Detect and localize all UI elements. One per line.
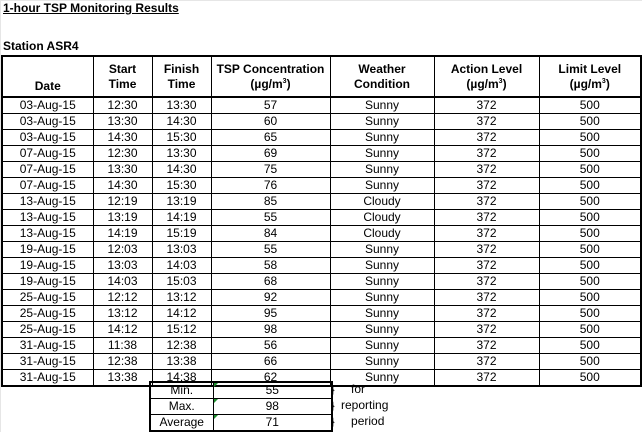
cell-tsp[interactable]: 55 [211, 242, 330, 258]
cell-weather[interactable]: Sunny [330, 274, 434, 290]
cell-weather[interactable]: Sunny [330, 258, 434, 274]
cell-action-level[interactable]: 372 [434, 162, 539, 178]
cell-start-time[interactable]: 13:19 [93, 210, 152, 226]
cell-start-time[interactable]: 13:38 [93, 370, 152, 387]
cell-tsp[interactable]: 65 [211, 130, 330, 146]
cell-tsp[interactable]: 95 [211, 306, 330, 322]
cell-tsp[interactable]: 92 [211, 290, 330, 306]
cell-date[interactable]: 31-Aug-15 [2, 338, 93, 354]
cell-date[interactable]: 25-Aug-15 [2, 290, 93, 306]
cell-finish-time[interactable]: 14:30 [152, 162, 211, 178]
cell-finish-time[interactable]: 15:19 [152, 226, 211, 242]
cell-tsp[interactable]: 85 [211, 194, 330, 210]
brace-icon: } [331, 416, 335, 428]
cell-action-level[interactable]: 372 [434, 114, 539, 130]
formula-marker-icon [214, 383, 218, 387]
cell-finish-time[interactable]: 14:38 [152, 370, 211, 387]
cell-tsp[interactable]: 62 [211, 370, 330, 387]
cell-date[interactable]: 31-Aug-15 [2, 354, 93, 370]
cell-start-time[interactable]: 13:30 [93, 162, 152, 178]
cell-weather[interactable]: Cloudy [330, 226, 434, 242]
stats-value[interactable]: 71 [213, 415, 332, 432]
stats-label: Min. [150, 382, 213, 399]
cell-weather[interactable]: Sunny [330, 338, 434, 354]
cell-finish-time[interactable]: 14:03 [152, 258, 211, 274]
cell-finish-time[interactable]: 14:12 [152, 306, 211, 322]
cell-action-level[interactable]: 372 [434, 97, 539, 114]
cell-action-level[interactable]: 372 [434, 210, 539, 226]
cell-date[interactable]: 19-Aug-15 [2, 242, 93, 258]
formula-marker-icon [214, 399, 218, 403]
cell-tsp[interactable]: 84 [211, 226, 330, 242]
table-row [2, 242, 641, 258]
cell-date[interactable]: 13-Aug-15 [2, 194, 93, 210]
cell-date[interactable]: 19-Aug-15 [2, 258, 93, 274]
table-row [2, 97, 641, 114]
table-row [2, 114, 641, 130]
cell-limit-level[interactable]: 500 [539, 210, 641, 226]
cell-start-time[interactable]: 14:30 [93, 130, 152, 146]
cell-tsp[interactable]: 75 [211, 162, 330, 178]
cell-date[interactable]: 31-Aug-15 [2, 370, 93, 387]
brace-icon: } [331, 384, 335, 396]
cell-limit-level[interactable]: 500 [539, 146, 641, 162]
cell-tsp[interactable]: 60 [211, 114, 330, 130]
cell-finish-time[interactable]: 13:30 [152, 97, 211, 114]
cell-weather[interactable]: Sunny [330, 146, 434, 162]
cell-date[interactable]: 03-Aug-15 [2, 97, 93, 114]
cell-date[interactable]: 07-Aug-15 [2, 162, 93, 178]
table-row [2, 210, 641, 226]
cell-start-time[interactable]: 13:12 [93, 306, 152, 322]
stats-row [150, 382, 332, 399]
cell-start-time[interactable]: 14:12 [93, 322, 152, 338]
cell-finish-time[interactable]: 13:38 [152, 354, 211, 370]
cell-limit-level[interactable]: 500 [539, 194, 641, 210]
cell-action-level[interactable]: 372 [434, 178, 539, 194]
cell-weather[interactable]: Sunny [330, 370, 434, 387]
cell-start-time[interactable]: 12:03 [93, 242, 152, 258]
cell-date[interactable]: 19-Aug-15 [2, 274, 93, 290]
formula-marker-icon [214, 415, 218, 419]
stats-note-line: } for [331, 382, 366, 396]
stats-row [150, 399, 332, 415]
table-row [2, 194, 641, 210]
cell-weather[interactable]: Sunny [330, 354, 434, 370]
stats-note-line: } reporting [331, 398, 389, 412]
table-row [2, 338, 641, 354]
cell-action-level[interactable]: 372 [434, 338, 539, 354]
cell-date[interactable]: 03-Aug-15 [2, 114, 93, 130]
cell-date[interactable]: 07-Aug-15 [2, 178, 93, 194]
cell-action-level[interactable]: 372 [434, 306, 539, 322]
cell-finish-time[interactable]: 13:12 [152, 290, 211, 306]
cell-weather[interactable]: Sunny [330, 178, 434, 194]
cell-limit-level[interactable]: 500 [539, 322, 641, 338]
table-row [2, 322, 641, 338]
cell-finish-time[interactable]: 12:38 [152, 338, 211, 354]
cell-limit-level[interactable]: 500 [539, 114, 641, 130]
cell-limit-level[interactable]: 500 [539, 354, 641, 370]
header-finish-time: Finish Time [152, 56, 211, 97]
cell-date[interactable]: 13-Aug-15 [2, 226, 93, 242]
cell-limit-level[interactable]: 500 [539, 290, 641, 306]
table-row [2, 258, 641, 274]
cell-tsp[interactable]: 66 [211, 354, 330, 370]
table-row [2, 130, 641, 146]
table-row [2, 306, 641, 322]
header-limit-level: Limit Level $(\mu g/m^3)$ [539, 56, 641, 97]
monitoring-results-table [1, 55, 642, 387]
cell-action-level[interactable]: 372 [434, 274, 539, 290]
cell-limit-level[interactable]: 500 [539, 162, 641, 178]
cell-date[interactable]: 07-Aug-15 [2, 146, 93, 162]
cell-start-time[interactable]: 12:12 [93, 290, 152, 306]
cell-action-level[interactable]: 372 [434, 226, 539, 242]
cell-tsp[interactable]: 68 [211, 274, 330, 290]
cell-limit-level[interactable]: 500 [539, 242, 641, 258]
cell-action-level[interactable]: 372 [434, 370, 539, 387]
cell-start-time[interactable]: 12:19 [93, 194, 152, 210]
cell-finish-time[interactable]: 15:30 [152, 178, 211, 194]
cell-finish-time[interactable]: 14:19 [152, 210, 211, 226]
cell-action-level[interactable]: 372 [434, 146, 539, 162]
table-row [2, 274, 641, 290]
cell-weather[interactable]: Sunny [330, 114, 434, 130]
cell-finish-time[interactable]: 13:19 [152, 194, 211, 210]
cell-limit-level[interactable]: 500 [539, 97, 641, 114]
cell-weather[interactable]: Cloudy [330, 194, 434, 210]
cell-limit-level[interactable]: 500 [539, 338, 641, 354]
cell-start-time[interactable]: 11:38 [93, 338, 152, 354]
cell-action-level[interactable]: 372 [434, 194, 539, 210]
cell-action-level[interactable]: 372 [434, 290, 539, 306]
cell-limit-level[interactable]: 500 [539, 226, 641, 242]
table-row [2, 226, 641, 242]
cell-weather[interactable]: Sunny [330, 306, 434, 322]
cell-start-time[interactable]: 12:30 [93, 146, 152, 162]
stats-note-line: } period [331, 414, 385, 428]
stats-row [150, 415, 332, 432]
cell-weather[interactable]: Sunny [330, 322, 434, 338]
cell-action-level[interactable]: 372 [434, 322, 539, 338]
brace-icon: } [331, 400, 335, 412]
cell-tsp[interactable]: 98 [211, 322, 330, 338]
cell-weather[interactable]: Sunny [330, 130, 434, 146]
cell-start-time[interactable]: 14:30 [93, 178, 152, 194]
cell-start-time[interactable]: 12:30 [93, 97, 152, 114]
cell-limit-level[interactable]: 500 [539, 130, 641, 146]
cell-weather[interactable]: Sunny [330, 290, 434, 306]
stats-value[interactable]: 98 [213, 399, 332, 415]
cell-weather[interactable]: Sunny [330, 162, 434, 178]
table-row [2, 146, 641, 162]
header-tsp-concentration: TSP Concentration $(\mu g/m^3)$ [211, 56, 330, 97]
cell-tsp[interactable]: 55 [211, 210, 330, 226]
cell-start-time[interactable]: 13:03 [93, 258, 152, 274]
cell-date[interactable]: 13-Aug-15 [2, 210, 93, 226]
cell-finish-time[interactable]: 13:30 [152, 146, 211, 162]
cell-finish-time[interactable]: 15:03 [152, 274, 211, 290]
report-title: 1-hour TSP Monitoring Results [3, 1, 179, 15]
cell-date[interactable]: 25-Aug-15 [2, 306, 93, 322]
summary-stats-table [149, 381, 333, 432]
cell-finish-time[interactable]: 15:30 [152, 130, 211, 146]
table-header-row [2, 56, 641, 97]
cell-start-time[interactable]: 14:03 [93, 274, 152, 290]
cell-limit-level[interactable]: 500 [539, 258, 641, 274]
stats-label: Average [150, 415, 213, 432]
cell-tsp[interactable]: 56 [211, 338, 330, 354]
cell-limit-level[interactable]: 500 [539, 306, 641, 322]
cell-weather[interactable]: Cloudy [330, 210, 434, 226]
stats-label: Max. [150, 399, 213, 415]
cell-date[interactable]: 03-Aug-15 [2, 130, 93, 146]
cell-tsp[interactable]: 57 [211, 97, 330, 114]
cell-limit-level[interactable]: 500 [539, 274, 641, 290]
cell-limit-level[interactable]: 500 [539, 370, 641, 387]
cell-start-time[interactable]: 14:19 [93, 226, 152, 242]
cell-action-level[interactable]: 372 [434, 130, 539, 146]
cell-limit-level[interactable]: 500 [539, 178, 641, 194]
table-body [2, 97, 641, 386]
cell-tsp[interactable]: 76 [211, 178, 330, 194]
cell-start-time[interactable]: 12:38 [93, 354, 152, 370]
cell-action-level[interactable]: 372 [434, 354, 539, 370]
cell-finish-time[interactable]: 14:30 [152, 114, 211, 130]
cell-action-level[interactable]: 372 [434, 258, 539, 274]
header-weather-condition: Weather Condition [330, 56, 434, 97]
table-row [2, 178, 641, 194]
cell-finish-time[interactable]: 13:03 [152, 242, 211, 258]
cell-date[interactable]: 25-Aug-15 [2, 322, 93, 338]
cell-start-time[interactable]: 13:30 [93, 114, 152, 130]
header-start-time: Start Time [93, 56, 152, 97]
cell-tsp[interactable]: 58 [211, 258, 330, 274]
table-row [2, 290, 641, 306]
table-row [2, 354, 641, 370]
station-label: Station ASR4 [3, 39, 79, 53]
stats-value[interactable]: 55 [213, 382, 332, 399]
stats-note [331, 381, 441, 429]
header-date: Date [2, 56, 93, 97]
cell-tsp[interactable]: 69 [211, 146, 330, 162]
table-row [2, 162, 641, 178]
cell-weather[interactable]: Sunny [330, 97, 434, 114]
header-action-level: Action Level $(\mu g/m^3)$ [434, 56, 539, 97]
cell-action-level[interactable]: 372 [434, 242, 539, 258]
cell-weather[interactable]: Sunny [330, 242, 434, 258]
cell-finish-time[interactable]: 15:12 [152, 322, 211, 338]
